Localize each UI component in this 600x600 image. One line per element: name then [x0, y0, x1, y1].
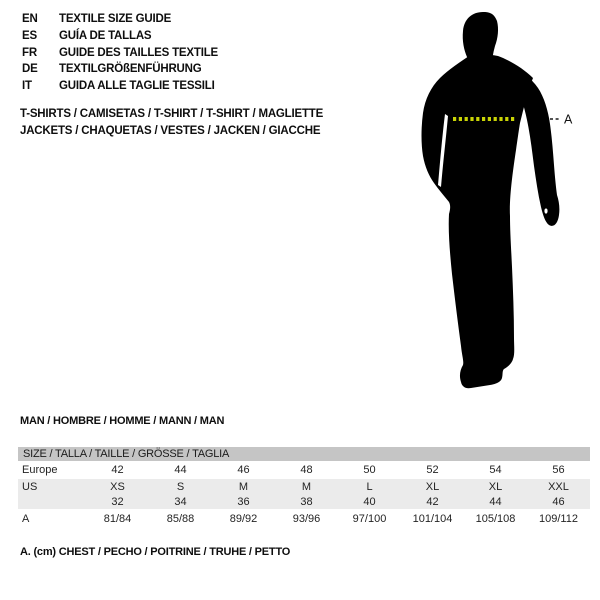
size-value: 89/92: [229, 512, 258, 525]
language-code: ES: [22, 30, 37, 43]
row-label: Europe: [22, 464, 58, 476]
size-value: XL: [425, 480, 440, 493]
size-table: [18, 447, 590, 528]
language-code: IT: [22, 80, 32, 93]
size-value: 101/104: [412, 512, 453, 525]
size-value: M: [238, 480, 249, 493]
size-value: 40: [363, 495, 376, 508]
table-row-europe: [18, 461, 590, 479]
size-value: 81/84: [103, 512, 132, 525]
row-label: A: [22, 512, 30, 525]
size-value: 42: [111, 464, 124, 476]
category-lines: [20, 106, 323, 140]
category-tshirts: T-SHIRTS / CAMISETAS / T-SHIRT / T-SHIRT / MAGLIETTE: [20, 108, 324, 120]
size-value: 105/108: [475, 512, 516, 525]
size-value: 34: [174, 495, 187, 508]
size-value: 46: [237, 464, 250, 476]
language-label: GUIDA ALLE TAGLIE TESSILI: [59, 80, 215, 93]
language-row: [22, 11, 218, 28]
silhouette-thumb-notch: [544, 208, 547, 213]
language-label: GUÍA DE TALLAS: [59, 30, 152, 43]
section-title-man: MAN / HOMBRE / HOMME / MANN / MAN: [20, 415, 225, 427]
size-value: 42: [426, 495, 439, 508]
size-value: 56: [552, 464, 565, 476]
man-silhouette: [388, 2, 588, 402]
size-value: M: [301, 480, 312, 493]
size-value: 109/112: [539, 512, 578, 525]
size-value: 46: [552, 495, 565, 508]
language-code: FR: [22, 46, 37, 59]
silhouette-body: [422, 54, 534, 388]
category-jackets: JACKETS / CHAQUETAS / VESTES / JACKEN / GIACCHE: [20, 125, 321, 137]
size-value: 36: [237, 495, 250, 508]
size-value: 48: [300, 464, 313, 476]
measure-label-a: A: [564, 112, 573, 127]
table-row-numeric: [18, 494, 590, 509]
table-row-us: [18, 479, 590, 494]
size-value: 44: [489, 495, 502, 508]
size-value: 93/96: [292, 512, 321, 525]
size-value: 44: [174, 464, 187, 476]
language-label: GUIDE DES TAILLES TEXTILE: [59, 46, 218, 59]
language-row: [22, 78, 218, 95]
size-value: 54: [489, 464, 502, 476]
language-row: [22, 44, 218, 61]
size-value: 97/100: [352, 512, 387, 525]
size-table-header: SIZE / TALLA / TAILLE / GRÖSSE / TAGLIA: [18, 447, 590, 461]
language-code: EN: [22, 13, 38, 26]
table-row-chest: [18, 509, 590, 528]
row-label: US: [22, 480, 38, 493]
language-label: TEXTILE SIZE GUIDE: [59, 13, 172, 26]
language-code: DE: [22, 63, 38, 76]
language-row: [22, 61, 218, 78]
size-value: XXL: [548, 480, 569, 493]
language-row: [22, 28, 218, 45]
size-value: S: [176, 480, 185, 493]
size-value: 50: [363, 464, 376, 476]
size-value: 85/88: [166, 512, 195, 525]
measurement-footnote: A. (cm) CHEST / PECHO / POITRINE / TRUHE / PETTO: [20, 546, 291, 558]
size-value: L: [366, 480, 373, 493]
language-list: [22, 11, 218, 94]
size-value: XL: [488, 480, 503, 493]
size-value: 32: [111, 495, 124, 508]
size-value: 52: [426, 464, 439, 476]
size-value: 38: [300, 495, 313, 508]
language-label: TEXTILGRÖßENFÜHRUNG: [59, 63, 202, 76]
size-value: XS: [110, 480, 125, 493]
